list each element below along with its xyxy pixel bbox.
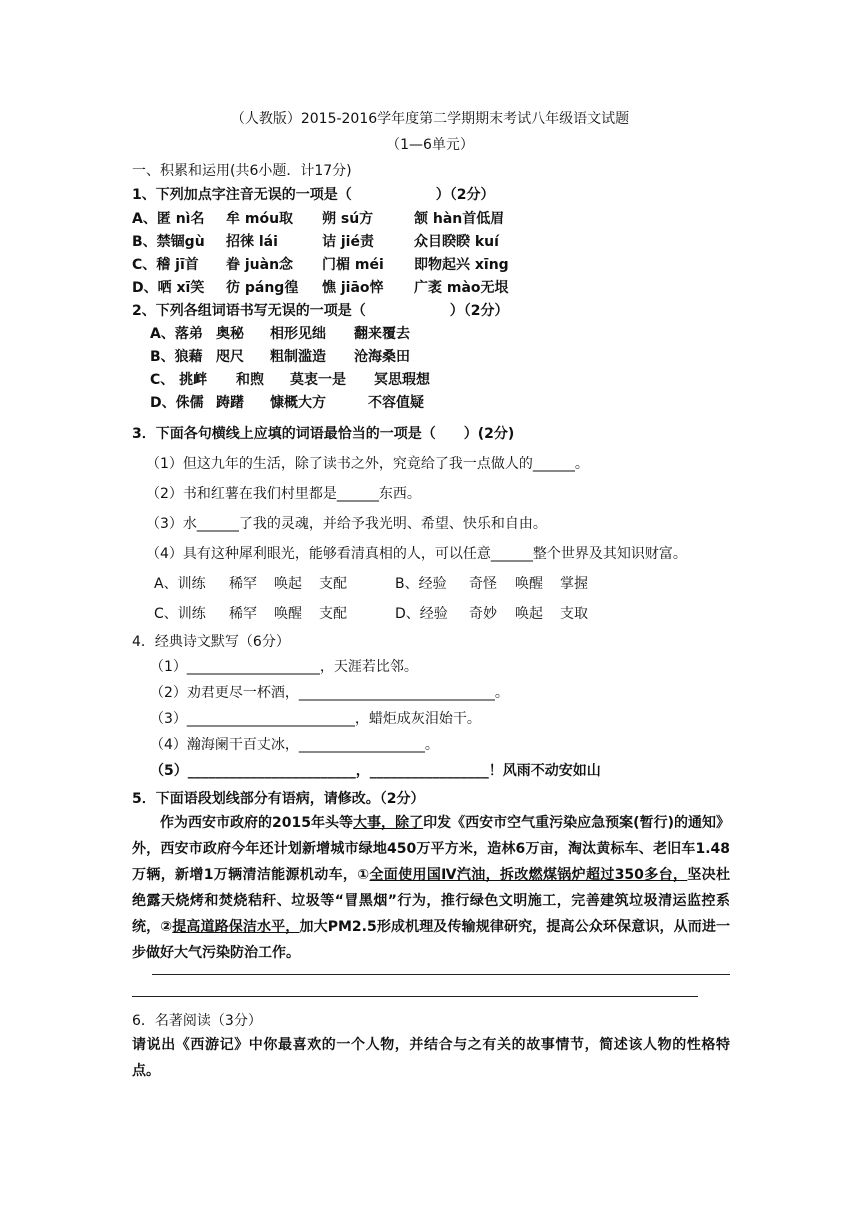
option-cell: 踌躇 bbox=[216, 395, 244, 411]
answer-line bbox=[152, 974, 730, 975]
question-3-item: （1）但这九年的生活，除了读书之外，究竟给了我一点做人的______。 bbox=[146, 456, 589, 472]
option-cell: 奥秘 bbox=[216, 326, 244, 342]
option-cell: 莫衷一是 bbox=[290, 372, 346, 388]
option-cell: 唤醒 bbox=[274, 606, 302, 622]
option-cell: D、经验 bbox=[395, 606, 448, 622]
option-cell: 粗制滥造 bbox=[270, 349, 326, 365]
option-cell: C、 挑衅 bbox=[150, 372, 208, 388]
question-1-option-row bbox=[132, 210, 504, 228]
question-3-item: （3）水______了我的灵魂，并给予我光明、希望、快乐和自由。 bbox=[146, 516, 547, 532]
question-2-option-row bbox=[150, 325, 410, 343]
underlined-segment: 提高道路保洁水平， bbox=[172, 919, 300, 935]
option-cell: 奇妙 bbox=[469, 606, 497, 622]
question-3-option-row bbox=[154, 605, 588, 623]
poem-blank-line: （1）___________________，天涯若比邻。 bbox=[150, 659, 418, 675]
underlined-segment: 大事，除了 bbox=[353, 815, 424, 831]
poem-blank-line: （3）________________________，蜡炬成灰泪始干。 bbox=[150, 711, 481, 727]
option-cell: 稀罕 bbox=[229, 606, 257, 622]
option-cell: 稀罕 bbox=[229, 576, 257, 592]
option-cell: 不容值疑 bbox=[368, 395, 424, 411]
poem-blank-line: （4）瀚海阑干百丈冰，__________________。 bbox=[150, 737, 439, 753]
option-cell: C、稽 jī首 bbox=[132, 257, 199, 273]
option-cell: D、侏儒 bbox=[150, 395, 204, 411]
option-cell: 眷 juàn念 bbox=[226, 257, 294, 273]
question-4-stem: 4．经典诗文默写（6分） bbox=[132, 634, 290, 650]
question-1-option-row bbox=[132, 233, 499, 251]
option-cell: 即物起兴 xīng bbox=[414, 257, 509, 273]
option-cell: 奇怪 bbox=[469, 576, 497, 592]
option-cell: 支配 bbox=[319, 576, 347, 592]
question-3-item: （4）具有这种犀利眼光，能够看清真相的人，可以任意______整个世界及其知识财富。 bbox=[146, 546, 687, 562]
option-cell: 翻来覆去 bbox=[354, 326, 410, 342]
option-cell: 牟 móu取 bbox=[226, 211, 294, 227]
exam-title: （人教版）2015-2016学年度第二学期期末考试八年级语文试题 bbox=[230, 111, 630, 127]
option-cell: 憔 jiāo悴 bbox=[322, 280, 384, 296]
passage-text: 作为西安市政府的2015年头等 bbox=[160, 815, 354, 831]
poem-blank-line: （5）________________________，_________________！风雨不动安如山 bbox=[150, 763, 601, 779]
option-cell: 唤起 bbox=[274, 576, 302, 592]
option-cell: 冥思瑕想 bbox=[374, 372, 430, 388]
option-cell: 相形见绌 bbox=[270, 326, 326, 342]
option-cell: D、哂 xī笑 bbox=[132, 280, 205, 296]
option-cell: 支取 bbox=[560, 606, 588, 622]
option-cell: 唤起 bbox=[515, 606, 543, 622]
question-3-option-row bbox=[154, 575, 588, 593]
option-cell: C、训练 bbox=[154, 606, 206, 622]
option-cell: 唤醒 bbox=[515, 576, 543, 592]
question-1-stem: 1、下列加点字注音无误的一项是（ ）（2分） bbox=[132, 187, 495, 203]
section-heading: 一、积累和运用(共6小题．计17分) bbox=[132, 163, 352, 179]
exam-subtitle: （1—6单元） bbox=[386, 137, 474, 153]
question-2-stem: 2、下列各组词语书写无误的一项是（ ）（2分） bbox=[132, 303, 509, 319]
option-cell: 颔 hàn首低眉 bbox=[414, 211, 505, 227]
option-cell: 众目睽睽 kuí bbox=[414, 234, 499, 250]
option-cell: 沧海桑田 bbox=[354, 349, 410, 365]
passage-text: 加大PM2.5形成机理及传输规律研究，提高公众环保意识，从而进一步做好大气污染防治工作。 bbox=[132, 919, 730, 961]
option-cell: A、匿 nì名 bbox=[132, 211, 205, 227]
option-cell: 慷概大方 bbox=[270, 395, 326, 411]
option-cell: 支配 bbox=[319, 606, 347, 622]
option-cell: B、狼藉 bbox=[150, 349, 203, 365]
question-1-option-row bbox=[132, 279, 509, 297]
answer-line bbox=[132, 996, 698, 997]
question-5-stem: 5．下面语段划线部分有语病，请修改。（2分） bbox=[132, 791, 425, 807]
option-cell: 诘 jié责 bbox=[322, 234, 374, 250]
option-cell: 朔 sú方 bbox=[322, 211, 374, 227]
question-2-option-row bbox=[150, 371, 430, 389]
option-cell: 广袤 mào无垠 bbox=[414, 280, 509, 296]
question-6-prompt: 请说出《西游记》中你最喜欢的一个人物，并结合与之有关的故事情节，简述该人物的性格特点。 bbox=[132, 1037, 730, 1079]
option-cell: 咫尺 bbox=[216, 349, 244, 365]
option-cell: 招徕 lái bbox=[226, 234, 278, 250]
option-cell: 彷 páng徨 bbox=[226, 280, 299, 296]
poem-blank-line: （2）劝君更尽一杯酒，____________________________。 bbox=[150, 685, 509, 701]
option-cell: 掌握 bbox=[560, 576, 588, 592]
option-cell: 和煦 bbox=[236, 372, 264, 388]
question-2-option-row bbox=[150, 348, 410, 366]
question-1-option-row bbox=[132, 256, 509, 274]
question-6-stem: 6．名著阅读（3分） bbox=[132, 1013, 262, 1029]
question-3-stem: 3．下面各句横线上应填的词语最恰当的一项是（ ）(2分) bbox=[132, 426, 515, 442]
question-5-passage bbox=[132, 810, 730, 966]
option-cell: A、落弟 bbox=[150, 326, 203, 342]
question-3-item: （2）书和红薯在我们村里都是______东西。 bbox=[146, 486, 421, 502]
option-cell: A、训练 bbox=[154, 576, 206, 592]
option-cell: B、经验 bbox=[395, 576, 447, 592]
passage-text: 印发《西安市空气重污染应急预案(暂行)的通知》外，西安市政府今年还计划新增城市绿地450万平方米，造林6万亩，淘汰黄标车、老旧车1.48万辆，新增1万辆清洁能源机动车，① bbox=[132, 815, 731, 883]
underlined-segment: 全面使用国Ⅳ汽油，拆改燃煤锅炉超过350多台， bbox=[369, 867, 688, 883]
option-cell: B、禁锢gù bbox=[132, 234, 205, 250]
question-2-option-row bbox=[150, 394, 424, 412]
passage-text: 坚决杜绝露天烧烤和焚烧秸秆、垃圾等“冒黑烟”行为，推行绿色文明施工，完善建筑垃圾清运监控系统，② bbox=[132, 867, 730, 935]
option-cell: 门楣 méi bbox=[322, 257, 384, 273]
